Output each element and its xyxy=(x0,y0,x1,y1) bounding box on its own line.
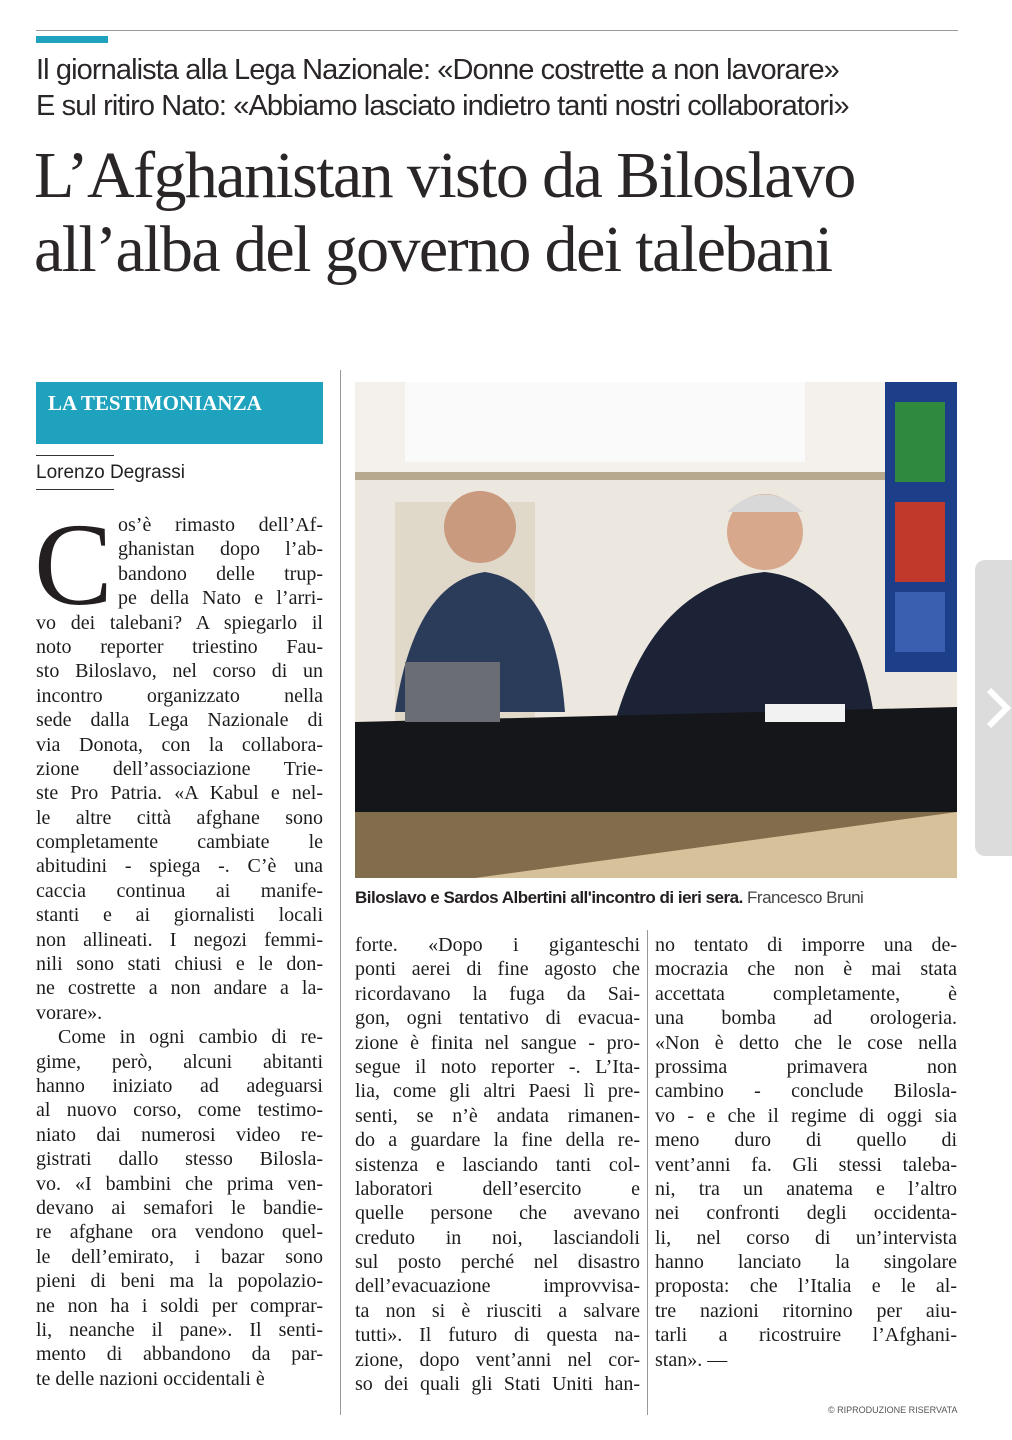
text-line: lia, come gli altri Paesi lì pre- xyxy=(355,1080,640,1103)
text-line: quelle persone che avevano xyxy=(355,1202,640,1225)
text-line: incontro organizzato nella xyxy=(36,684,323,707)
kicker-label: LA TESTIMONIANZA xyxy=(48,391,262,415)
text-line: caccia continua ai manife- xyxy=(36,879,323,902)
text-line: ta non si è riusciti a salvare xyxy=(355,1299,640,1322)
column-divider xyxy=(340,370,341,1415)
text-line: li, neanche il pane». Il senti- xyxy=(36,1318,323,1341)
text-line: vo - e che il regime di oggi sia xyxy=(655,1104,957,1127)
text-line: al nuovo corso, come testimo- xyxy=(36,1099,323,1122)
subhead-1: Il giornalista alla Lega Nazionale: «Donne costrette a non lavorare» xyxy=(36,54,839,86)
text-line: no tentato di imporre una de- xyxy=(655,934,957,956)
text-line: abitudini - spiega -. C’è una xyxy=(36,855,323,878)
text-line: vo dei talebani? A spiegarlo il xyxy=(36,611,323,634)
text-line: ne costrette a non andare a la- xyxy=(36,977,323,1000)
text-line: proposta: che l’Italia e le al- xyxy=(655,1275,957,1298)
body-column-2 xyxy=(355,933,640,1396)
text-line: senti, se n’è andata rimanen- xyxy=(355,1104,640,1127)
text-line: accettata completamente, è xyxy=(655,982,957,1005)
text-line: te delle nazioni occidentali è xyxy=(36,1367,265,1390)
text-line: tarli a ricostruire l’Afghani- xyxy=(655,1324,957,1347)
text-line: noto reporter triestino Fau- xyxy=(36,635,323,658)
headline-line-2: all’alba del governo dei talebani xyxy=(34,213,832,286)
text-line: sul posto perché nel disastro xyxy=(355,1251,640,1274)
text-line: bandono delle trup- xyxy=(118,562,323,585)
text-line: zione è finita nel sangue - pro- xyxy=(355,1031,640,1054)
text-line: os’è rimasto dell’Af- xyxy=(118,514,323,536)
accent-bar xyxy=(36,36,108,43)
text-line: vorare». xyxy=(36,1001,103,1024)
text-line: hanno iniziato ad adeguarsi xyxy=(36,1074,323,1097)
text-line: Come in ogni cambio di re- xyxy=(58,1026,323,1049)
text-line: non allineati. I negozi femmi- xyxy=(36,928,323,951)
text-line: sistenza e lasciando tanti col- xyxy=(355,1153,640,1176)
text-line: niato dai numerosi video re- xyxy=(36,1123,323,1146)
text-line: gistrati dallo stesso Bilosla- xyxy=(36,1148,323,1171)
text-line: le dell’emirato, i bazar sono xyxy=(36,1245,323,1268)
text-line: «Non è detto che le cose nella xyxy=(655,1031,957,1054)
text-line: prossima primavera non xyxy=(655,1055,957,1078)
top-rule xyxy=(36,30,958,31)
rights-notice: © RIPRODUZIONE RISERVATA xyxy=(828,1405,958,1415)
chevron-right-icon xyxy=(983,686,1012,730)
text-line: una bomba ad orologeria. xyxy=(655,1007,957,1030)
author-rule-top xyxy=(36,455,114,456)
text-line: segue il noto reporter -. L’Ita- xyxy=(355,1055,640,1078)
text-line: gime, però, alcuni abitanti xyxy=(36,1050,323,1073)
body-column-1 xyxy=(36,513,323,1391)
text-line: vo. «I bambini che prima ven- xyxy=(36,1172,323,1195)
photo-illustration xyxy=(355,382,957,878)
body-column-3 xyxy=(655,933,957,1372)
text-line: devano ai semafori le bandie- xyxy=(36,1196,323,1219)
text-line: re afghane ora vendono quel- xyxy=(36,1221,323,1244)
text-line: tre nazioni ritornino per aiu- xyxy=(655,1299,957,1322)
text-line: meno duro di quello di xyxy=(655,1129,957,1152)
text-line: mento di abbandono da par- xyxy=(36,1343,323,1366)
text-line: ponti aerei di fine agosto che xyxy=(355,958,640,981)
text-line: stan». — xyxy=(655,1348,728,1371)
photo-caption xyxy=(355,888,863,908)
text-line: gon, ogni tentativo di evacua- xyxy=(355,1007,640,1030)
text-line: vent’anni fa. Gli stessi taleba- xyxy=(655,1153,957,1176)
text-line: tutti». Il futuro di questa na- xyxy=(355,1324,640,1347)
text-line: ne non ha i soldi per comprar- xyxy=(36,1294,323,1317)
section-kicker xyxy=(36,382,323,444)
text-line: do a guardare la fine della re- xyxy=(355,1129,640,1152)
text-line: nili sono stati chiusi e le don- xyxy=(36,953,323,976)
subhead-2: E sul ritiro Nato: «Abbiamo lasciato indietro tanti nostri collaboratori» xyxy=(36,90,849,122)
text-line: laboratori dell’esercito e xyxy=(355,1177,640,1200)
photo-credit: Francesco Bruni xyxy=(747,888,864,907)
article-photo xyxy=(355,382,957,878)
author-rule-bottom xyxy=(36,489,114,490)
text-line: ni, tra un anatema e l’altro xyxy=(655,1177,957,1200)
text-line: mocrazia che non è mai stata xyxy=(655,958,957,981)
text-line: ricordavano la fuga da Sai- xyxy=(355,982,640,1005)
text-line: dell’evacuazione improvvisa- xyxy=(355,1275,640,1298)
column-divider xyxy=(647,930,648,1415)
text-line: pieni di beni ma la popolazio- xyxy=(36,1270,323,1293)
text-line: cambino - conclude Bilosla- xyxy=(655,1080,957,1103)
caption-text: Biloslavo e Sardos Albertini all'incontro di ieri sera. xyxy=(355,888,743,907)
text-line: le altre città afghane sono xyxy=(36,806,323,829)
next-page-tab[interactable] xyxy=(975,560,1012,856)
text-line: li, nel corso di un’intervista xyxy=(655,1226,957,1249)
text-line: sto Biloslavo, nel corso di un xyxy=(36,660,323,683)
text-line: creduto in noi, lasciandoli xyxy=(355,1226,640,1249)
text-line: zione, dopo vent’anni nel cor- xyxy=(355,1348,640,1371)
author-byline: Lorenzo Degrassi xyxy=(36,462,185,483)
text-line: ste Pro Patria. «A Kabul e nel- xyxy=(36,782,323,805)
headline-line-1: L’Afghanistan visto da Biloslavo xyxy=(34,139,855,212)
text-line: sede dalla Lega Nazionale di xyxy=(36,709,323,732)
text-line: stanti e ai giornalisti locali xyxy=(36,904,323,927)
text-line: so dei quali gli Stati Uniti han- xyxy=(355,1373,640,1396)
text-line: ghanistan dopo l’ab- xyxy=(118,538,323,561)
text-line: hanno lanciato la singolare xyxy=(655,1251,957,1274)
text-line: completamente cambiate le xyxy=(36,831,323,854)
text-line: pe della Nato e l’arri- xyxy=(118,587,323,610)
drop-cap: C xyxy=(34,499,113,630)
text-line: forte. «Dopo i giganteschi xyxy=(355,934,640,956)
text-line: zione dell’associazione Trie- xyxy=(36,757,323,780)
text-line: nei confronti degli occidenta- xyxy=(655,1202,957,1225)
text-line: via Donota, con la collabora- xyxy=(36,733,323,756)
